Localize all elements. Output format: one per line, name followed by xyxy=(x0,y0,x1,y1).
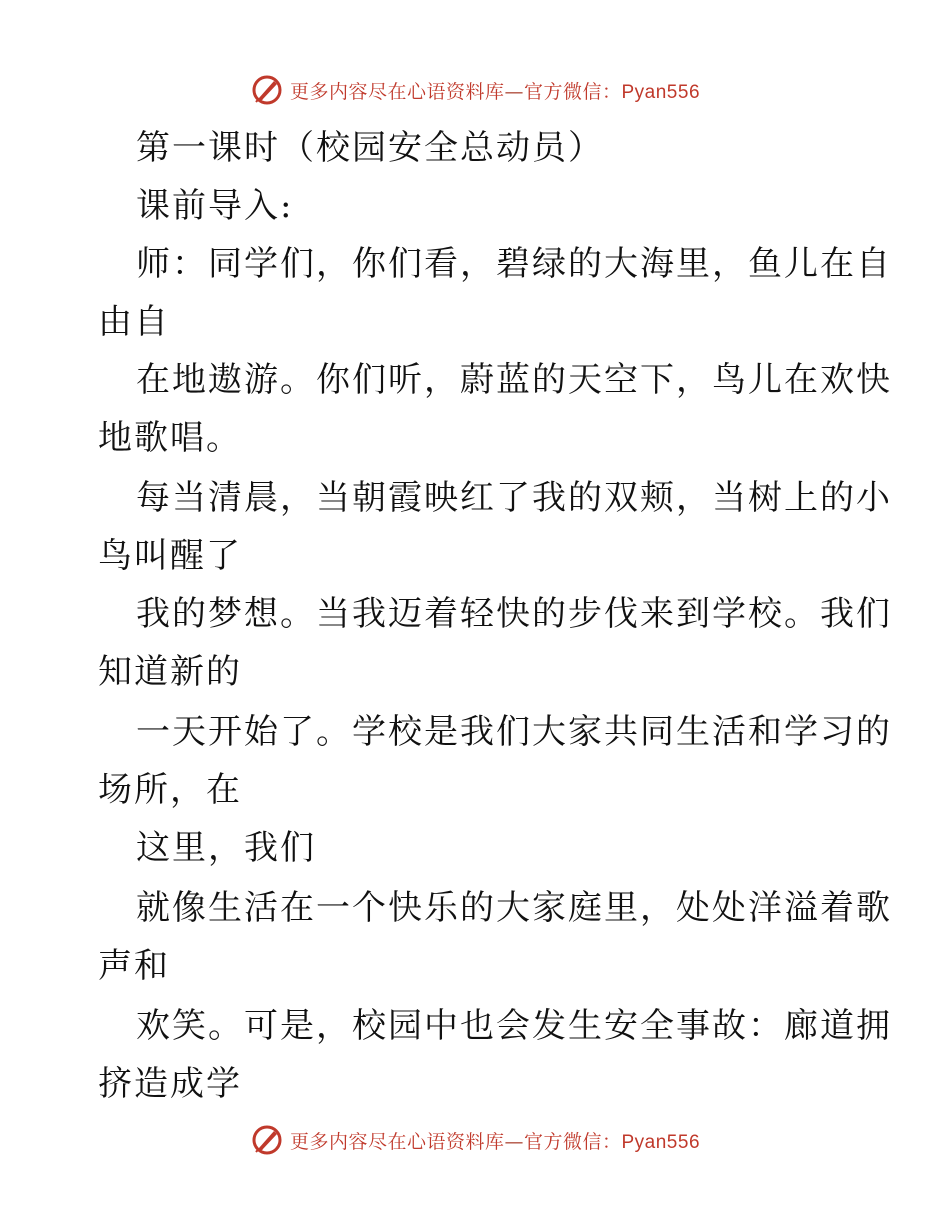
paragraph-line: 声和 xyxy=(98,946,170,986)
paragraph-line: 课前导入: xyxy=(136,186,294,226)
paragraph-line: 地歌唱。 xyxy=(98,418,242,458)
paragraph-line: 这里，我们 xyxy=(136,828,316,868)
paragraph-line: 场所，在 xyxy=(98,770,242,810)
paragraph-line: 由自 xyxy=(98,302,170,342)
paragraph-line: 欢笑。可是，校园中也会发生安全事故：廊道拥 xyxy=(136,1006,892,1046)
paragraph-line: 挤造成学 xyxy=(98,1064,242,1104)
watermark-wechat-label: 官方微信： xyxy=(523,1130,622,1153)
paragraph-line: 在地遨游。你们听，蔚蓝的天空下，鸟儿在欢快 xyxy=(136,360,892,400)
paragraph-line: 一天开始了。学校是我们大家共同生活和学习的 xyxy=(136,712,892,752)
header-watermark xyxy=(0,70,950,110)
watermark-separator: — xyxy=(504,1130,524,1153)
paragraph-line: 鸟叫醒了 xyxy=(98,536,242,576)
watermark-wechat-label: 官方微信： xyxy=(523,80,622,103)
quill-circle-logo-icon xyxy=(250,1123,284,1157)
document-heading: 第一课时（校园安全总动员） xyxy=(136,128,604,168)
paragraph-line: 每当清晨，当朝霞映红了我的双颊，当树上的小 xyxy=(136,478,892,518)
paragraph-line: 我的梦想。当我迈着轻快的步伐来到学校。我们 xyxy=(136,594,892,634)
paragraph-line: 师：同学们，你们看，碧绿的大海里，鱼儿在自 xyxy=(136,244,892,284)
watermark-wechat-id: Pyan556 xyxy=(621,1131,701,1153)
watermark-wechat-id: Pyan556 xyxy=(621,81,701,103)
watermark-site-text: 更多内容尽在心语资料库 xyxy=(289,1130,505,1153)
quill-circle-logo-icon xyxy=(250,73,284,107)
watermark-text xyxy=(290,77,700,104)
watermark-site-text: 更多内容尽在心语资料库 xyxy=(289,80,505,103)
watermark-text xyxy=(290,1127,700,1154)
watermark-separator: — xyxy=(504,80,524,103)
footer-watermark xyxy=(0,1120,950,1160)
paragraph-line: 知道新的 xyxy=(98,652,242,692)
paragraph-line: 就像生活在一个快乐的大家庭里，处处洋溢着歌 xyxy=(136,888,892,928)
